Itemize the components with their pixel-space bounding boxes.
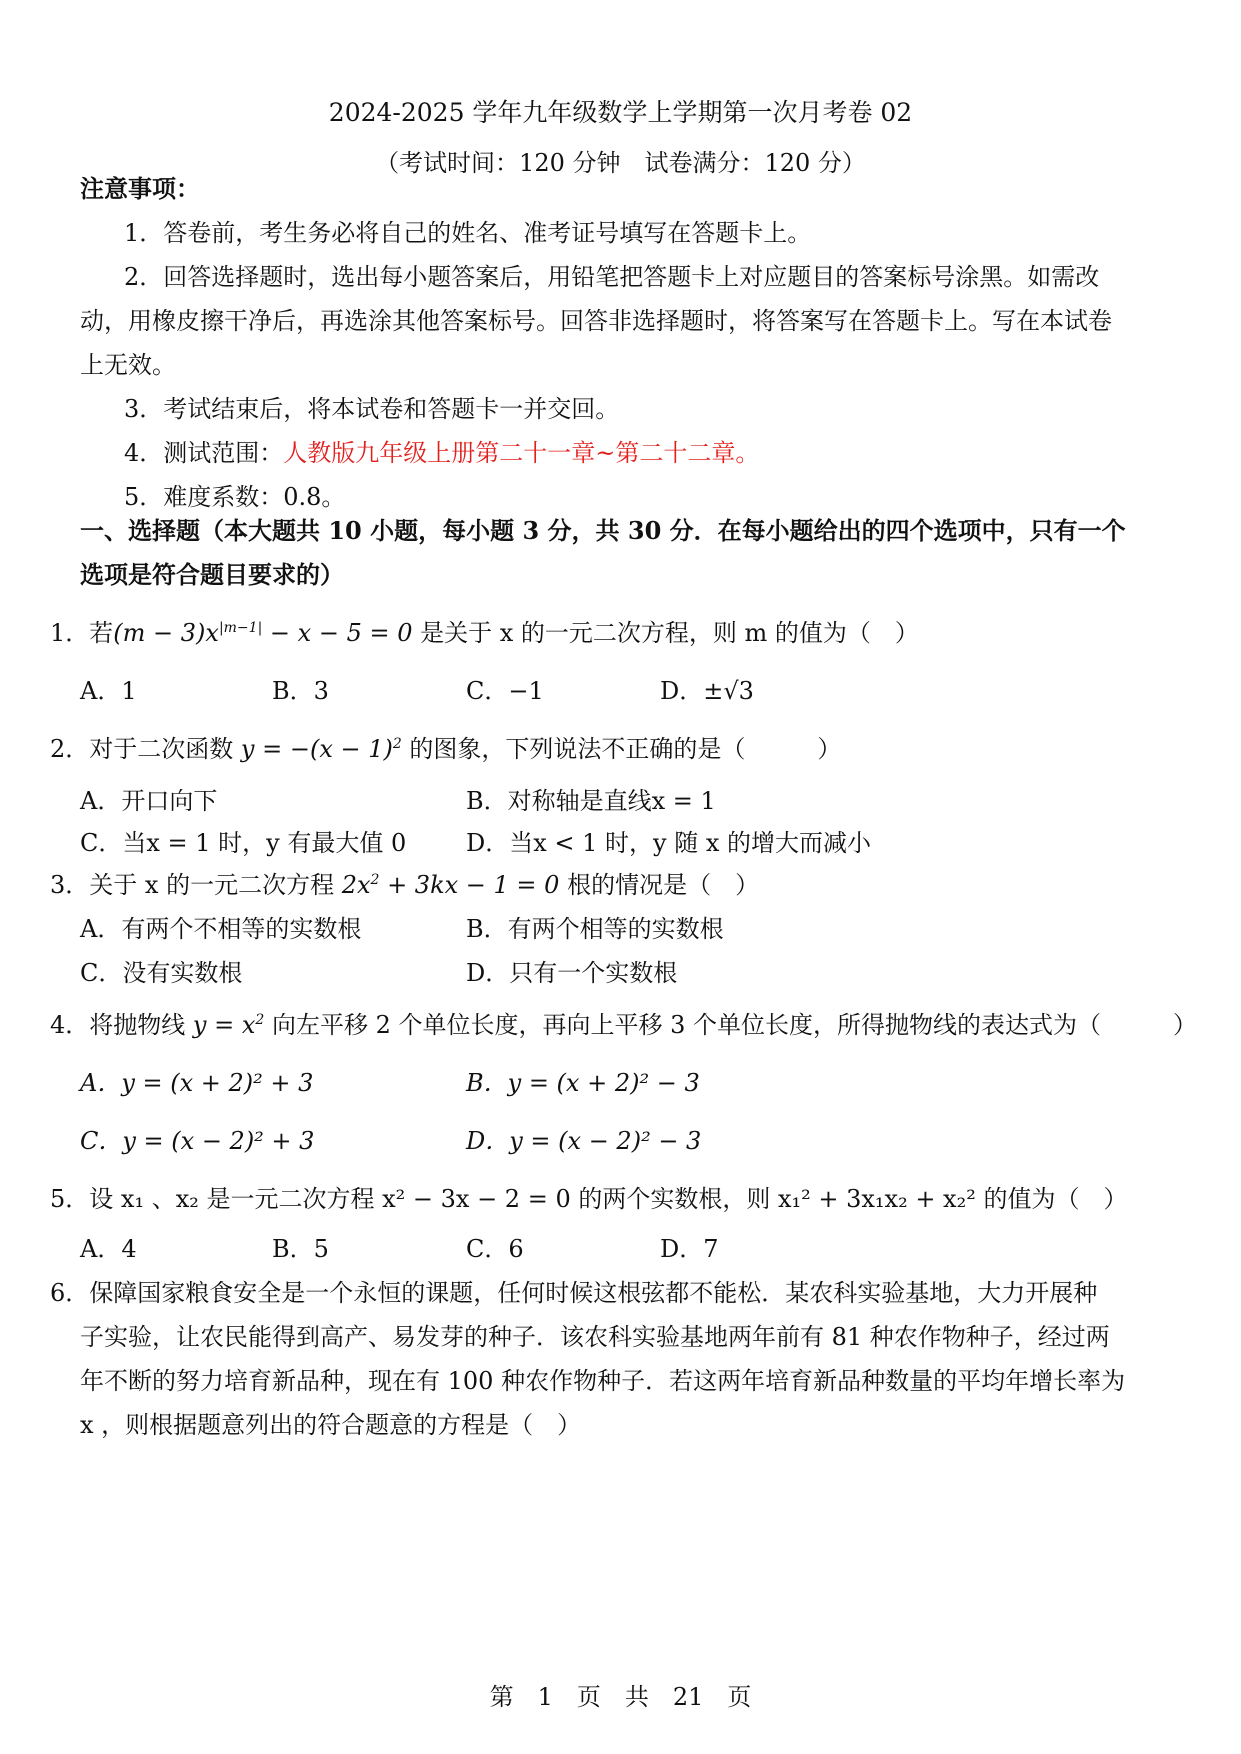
notice-item-2-line-1: 2．回答选择题时，选出每小题答案后，用铅笔把答题卡上对应题目的答案标号涂黑。如需改	[124, 263, 1100, 291]
question-3-expr-rest: + 3kx − 1 = 0	[379, 871, 560, 899]
question-4-option-d: D．y = (x − 2)² − 3	[466, 1127, 702, 1155]
question-1-expr-rest: − x − 5 = 0	[262, 619, 413, 647]
question-5-option-b: B．5	[272, 1235, 329, 1263]
section-1-heading-line-1: 一、选择题（本大题共 10 小题，每小题 3 分，共 30 分．在每小题给出的四个选项中，只有一个	[80, 516, 1126, 545]
question-4-text: 向左平移 2 个单位长度，再向上平移 3 个单位长度，所得抛物线的表达式为（ ）	[264, 1011, 1197, 1039]
question-6-line-2: 子实验，让农民能得到高产、易发芽的种子．该农科实验基地两年前有 81 种农作物种子，经过两	[80, 1323, 1110, 1351]
question-1-option-a: A．1	[80, 677, 137, 705]
question-3-option-d: D．只有一个实数根	[466, 959, 678, 987]
notice-item-2-line-2: 动，用橡皮擦干净后，再选涂其他答案标号。回答非选择题时，将答案写在答题卡上。写在本试卷	[80, 307, 1112, 335]
question-2-option-c: C．当x = 1 时，y 有最大值 0	[80, 829, 407, 857]
question-6-line-3: 年不断的努力培育新品种，现在有 100 种农作物种子．若这两年培育新品种数量的平均年增长率为	[80, 1367, 1126, 1395]
question-2-text: 的图象，下列说法不正确的是（ ）	[401, 735, 842, 763]
question-2-number: 2．	[50, 735, 90, 763]
question-4-exponent: 2	[255, 1012, 265, 1028]
notice-item-1: 1．答卷前，考生务必将自己的姓名、准考证号填写在答题卡上。	[124, 219, 812, 247]
test-range: 人教版九年级上册第二十一章~第二十二章。	[283, 439, 760, 467]
question-2-option-d: D．当x < 1 时，y 随 x 的增大而减小	[466, 829, 872, 857]
question-6-number: 6．	[50, 1279, 90, 1307]
question-3-option-a: A．有两个不相等的实数根	[80, 915, 362, 943]
question-5-option-c: C．6	[466, 1235, 524, 1263]
question-3-expr: 2x	[341, 871, 371, 899]
question-4-pre: 将抛物线	[89, 1011, 193, 1039]
question-2-option-b: B．对称轴是直线x = 1	[466, 787, 716, 815]
question-3-number: 3．	[50, 871, 90, 899]
question-6-line-1	[50, 1276, 1097, 1310]
question-5-option-a: A．4	[80, 1235, 137, 1263]
question-2-exponent: 2	[392, 736, 402, 752]
question-1-exponent: |m−1|	[218, 620, 263, 636]
question-4-expr: y = x	[192, 1011, 256, 1039]
page-title: 2024-2025 学年九年级数学上学期第一次月考卷 02	[328, 98, 913, 127]
notice-heading: 注意事项：	[80, 174, 200, 203]
question-1-option-b: B．3	[272, 677, 329, 705]
question-5-option-d: D．7	[660, 1235, 719, 1263]
question-4-option-b: B．y = (x + 2)² − 3	[466, 1069, 700, 1097]
question-1-option-c: C．−1	[466, 677, 544, 705]
question-2	[50, 732, 841, 766]
question-3-pre: 关于 x 的一元二次方程	[89, 871, 342, 899]
question-3	[50, 868, 759, 902]
notice-item-2-line-3: 上无效。	[80, 351, 176, 379]
question-1-text: 是关于 x 的一元二次方程，则 m 的值为（ ）	[412, 619, 919, 647]
question-4	[50, 1008, 1197, 1042]
question-3-option-b: B．有两个相等的实数根	[466, 915, 724, 943]
question-5-number: 5．	[50, 1185, 90, 1213]
notice-item-5: 5．难度系数：0.8。	[124, 483, 346, 511]
question-6-line-4: x ，则根据题意列出的符合题意的方程是（ ）	[80, 1411, 582, 1439]
question-4-number: 4．	[50, 1011, 90, 1039]
question-4-option-a: A．y = (x + 2)² + 3	[80, 1069, 314, 1097]
question-1-pre: 若	[89, 619, 114, 647]
question-1-number: 1．	[50, 619, 90, 647]
page-subtitle: （考试时间：120 分钟 试卷满分：120 分）	[375, 149, 866, 177]
notice-item-3: 3．考试结束后，将本试卷和答题卡一并交回。	[124, 395, 620, 423]
question-2-expr: y = −(x − 1)	[240, 735, 393, 763]
question-1-option-d: D．±√3	[660, 677, 754, 705]
notice-item-4	[124, 436, 759, 470]
question-3-option-c: C．没有实数根	[80, 959, 243, 987]
notice-item-4-prefix: 4．测试范围：	[124, 439, 284, 467]
question-5-text: 设 x₁ 、x₂ 是一元二次方程 x² − 3x − 2 = 0 的两个实数根，则 x₁² + 3x₁x₂ + x₂² 的值为（ ）	[89, 1185, 1128, 1213]
question-1-expr: (m − 3)x	[113, 619, 219, 647]
page-footer: 第 1 页 共 21 页	[489, 1683, 752, 1711]
question-2-pre: 对于二次函数	[89, 735, 241, 763]
question-3-text: 根的情况是（ ）	[559, 871, 760, 899]
question-1	[50, 616, 919, 650]
question-5	[50, 1182, 1127, 1216]
question-6-text-1: 保障国家粮食安全是一个永恒的课题，任何时候这根弦都不能松．某农科实验基地，大力开展种	[89, 1279, 1098, 1307]
question-2-option-a: A．开口向下	[80, 787, 218, 815]
question-3-exponent: 2	[370, 872, 380, 888]
section-1-heading-line-2: 选项是符合题目要求的）	[80, 560, 344, 589]
question-4-option-c: C．y = (x − 2)² + 3	[80, 1127, 315, 1155]
